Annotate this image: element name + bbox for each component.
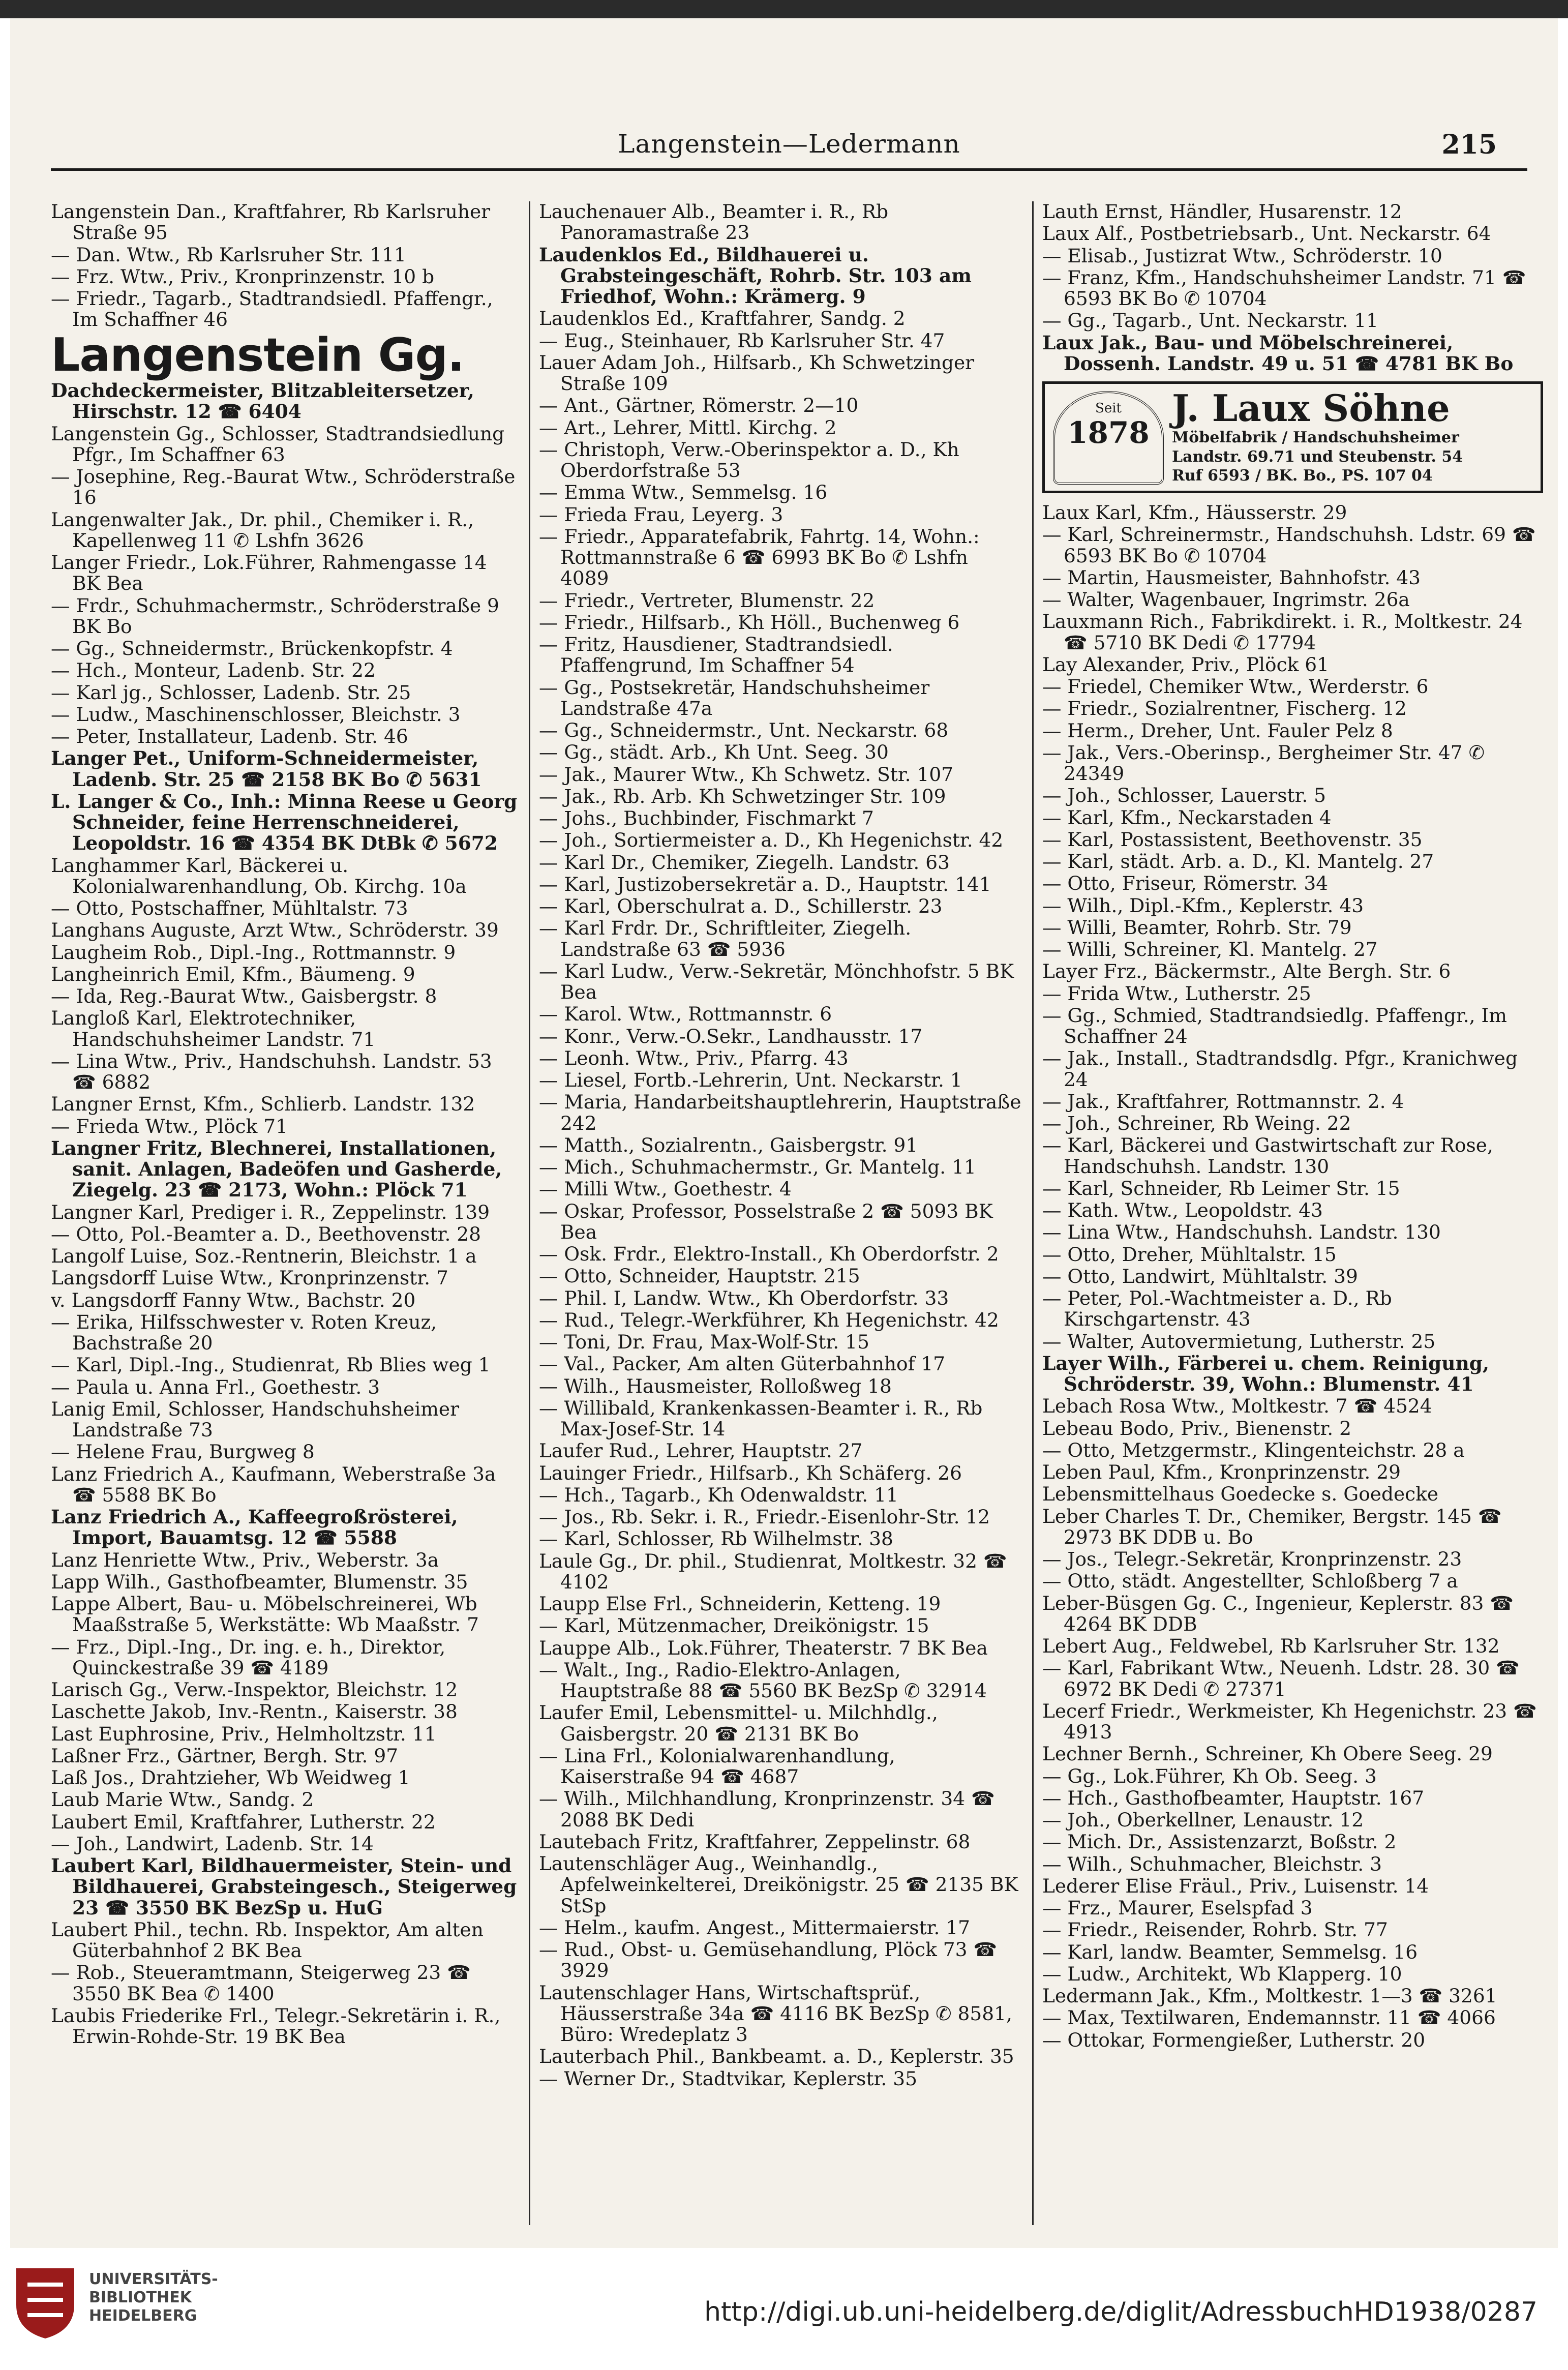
- directory-entry: — Ludw., Architekt, Wb Klapperg. 10: [1042, 1962, 1402, 1985]
- directory-entry: Langhammer Karl, Bäckerei u. Kolonialwarenhandlung, Ob. Kirchg. 10a: [51, 854, 467, 897]
- directory-entry: — Matth., Sozialrentn., Gaisbergstr. 91: [539, 1133, 918, 1156]
- directory-entry: — Erika, Hilfsschwester v. Roten Kreuz, Bachstraße 20: [51, 1310, 437, 1354]
- directory-entry: — Johs., Buchbinder, Fischmarkt 7: [539, 807, 874, 829]
- directory-entry: — Walter, Autovermietung, Lutherstr. 25: [1042, 1330, 1436, 1353]
- directory-entry: — Frieda Wtw., Plöck 71: [51, 1115, 288, 1137]
- directory-entry: Laugheim Rob., Dipl.-Ing., Rottmannstr. 9: [51, 941, 456, 964]
- directory-entry: — Emma Wtw., Semmelsg. 16: [539, 481, 828, 504]
- directory-entry: Laufer Emil, Lebensmittel- u. Milchhdlg., Gaisbergstr. 20 ☎ 2131 BK Bo: [539, 1701, 938, 1745]
- directory-entry: — Milli Wtw., Goethestr. 4: [539, 1178, 792, 1201]
- directory-entry: Langner Ernst, Kfm., Schlierb. Landstr. 132: [51, 1093, 475, 1116]
- directory-entry: — Christoph, Verw.-Oberinspektor a. D., Kh Oberdorfstraße 53: [539, 438, 959, 482]
- directory-entry: — Peter, Installateur, Ladenb. Str. 46: [51, 725, 408, 747]
- column-divider: [1032, 201, 1034, 2225]
- directory-entry: Laux Karl, Kfm., Häusserstr. 29: [1042, 501, 1347, 524]
- directory-entry: — Karl, landw. Beamter, Semmelsg. 16: [1042, 1940, 1418, 1963]
- directory-entry: Laubert Phil., techn. Rb. Inspektor, Am alten Güterbahnhof 2 BK Bea: [51, 1918, 484, 1962]
- directory-entry: — Wilh., Dipl.-Kfm., Keplerstr. 43: [1042, 894, 1364, 917]
- directory-entry: — Phil. I, Landw. Wtw., Kh Oberdorfstr. 33: [539, 1286, 949, 1309]
- directory-entry: — Konr., Verw.-O.Sekr., Landhausstr. 17: [539, 1025, 923, 1047]
- directory-entry: — Frz. Wtw., Priv., Kronprinzenstr. 10 b: [51, 265, 435, 288]
- page-number: 215: [1441, 129, 1497, 160]
- directory-entry: — Jak., Maurer Wtw., Kh Schwetz. Str. 107: [539, 763, 954, 786]
- directory-entry: — Maria, Handarbeitshauptlehrerin, Hauptstraße 242: [539, 1091, 1021, 1134]
- directory-entry: — Karl, Schneider, Rb Leimer Str. 15: [1042, 1177, 1400, 1199]
- directory-entry: Lebeau Bodo, Priv., Bienenstr. 2: [1042, 1417, 1351, 1439]
- directory-entry: Lecerf Friedr., Werkmeister, Kh Hegenichstr. 23 ☎ 4913: [1042, 1699, 1537, 1743]
- directory-entry: — Joh., Sortiermeister a. D., Kh Hegenichstr. 42: [539, 829, 1004, 852]
- directory-entry: — Leonh. Wtw., Priv., Pfarrg. 43: [539, 1046, 849, 1069]
- directory-entry: — Jak., Kraftfahrer, Rottmannstr. 2. 4: [1042, 1090, 1404, 1113]
- directory-entry: Langner Fritz, Blechnerei, Installationen, sanit. Anlagen, Badeöfen und Gasherde, Ziegelg. 23 ☎ 2173, Wohn.: Plöck 71: [51, 1136, 502, 1202]
- directory-entry: — Friedel, Chemiker Wtw., Werderstr. 6: [1042, 675, 1429, 698]
- directory-entry: — Gg., Lok.Führer, Kh Ob. Seeg. 3: [1042, 1764, 1377, 1787]
- directory-entry: Lapp Wilh., Gasthofbeamter, Blumenstr. 35: [51, 1570, 468, 1593]
- directory-entry: Lederer Elise Fräul., Priv., Luisenstr. 14: [1042, 1874, 1429, 1897]
- directory-entry: Langhans Auguste, Arzt Wtw., Schröderstr. 39: [51, 919, 499, 942]
- directory-entry: Ledermann Jak., Kfm., Moltkestr. 1—3 ☎ 3261: [1042, 1985, 1497, 2007]
- directory-entry: — Walt., Ing., Radio-Elektro-Anlagen, Hauptstraße 88 ☎ 5560 BK BezSp ✆ 32914: [539, 1658, 987, 1702]
- laux-advertisement: [1042, 381, 1543, 493]
- directory-entry: — Otto, Landwirt, Mühltalstr. 39: [1042, 1265, 1358, 1287]
- directory-entry: — Werner Dr., Stadtvikar, Keplerstr. 35: [539, 2067, 917, 2090]
- directory-entry: — Oskar, Professor, Posselstraße 2 ☎ 5093 BK Bea: [539, 1199, 993, 1243]
- directory-entry: — Otto, Schneider, Hauptstr. 215: [539, 1265, 860, 1287]
- directory-entry: Lanz Henriette Wtw., Priv., Weberstr. 3a: [51, 1548, 439, 1571]
- directory-entry: Laubert Karl, Bildhauermeister, Stein- und Bildhauerei, Grabsteingesch., Steigerweg 23 ☎ 3550 BK BezSp u. HuG: [51, 1854, 517, 1919]
- directory-entry: — Joh., Oberkellner, Lenaustr. 12: [1042, 1809, 1364, 1831]
- ad-year: 1878: [1067, 415, 1150, 450]
- directory-entry: — Max, Textilwaren, Endemannstr. 11 ☎ 4066: [1042, 2006, 1496, 2029]
- directory-entry: — Jak., Install., Stadtrandsdlg. Pfgr., Kranichweg 24: [1042, 1047, 1518, 1091]
- directory-entry: — Karl Frdr. Dr., Schriftleiter, Ziegelh. Landstraße 63 ☎ 5936: [539, 917, 912, 961]
- directory-entry: — Otto, Friseur, Römerstr. 34: [1042, 872, 1329, 895]
- directory-entry: — Karl, Schreinermstr., Handschuhsh. Ldstr. 69 ☎ 6593 BK Bo ✆ 10704: [1042, 523, 1536, 567]
- column-3: [1042, 201, 1543, 2225]
- directory-entry: Dachdeckermeister, Blitzableitersetzer, Hirschstr. 12 ☎ 6404: [51, 379, 474, 423]
- directory-entry: — Friedr., Hilfsarb., Kh Höll., Buchenweg 6: [539, 611, 960, 634]
- directory-entry: Lauchenauer Alb., Beamter i. R., Rb Panoramastraße 23: [539, 201, 889, 244]
- directory-entry: — Martin, Hausmeister, Bahnhofstr. 43: [1042, 566, 1421, 589]
- library-name-line: UNIVERSITÄTS-: [89, 2270, 218, 2288]
- directory-entry: — Otto, Pol.-Beamter a. D., Beethovenstr. 28: [51, 1222, 481, 1245]
- directory-entry: — Karl, Fabrikant Wtw., Neuenh. Ldstr. 28. 30 ☎ 6972 BK Dedi ✆ 27371: [1042, 1657, 1520, 1700]
- source-url-link[interactable]: http://digi.ub.uni-heidelberg.de/diglit/AdressbuchHD1938/0287: [704, 2297, 1537, 2327]
- directory-entry: Lauxmann Rich., Fabrikdirekt. i. R., Moltkestr. 24 ☎ 5710 BK Dedi ✆ 17794: [1042, 610, 1523, 654]
- directory-entry: — Josephine, Reg.-Baurat Wtw., Schröderstraße 16: [51, 465, 516, 509]
- directory-entry: — Karl, Justizobersekretär a. D., Hauptstr. 141: [539, 873, 991, 895]
- directory-entry: Langenwalter Jak., Dr. phil., Chemiker i. R., Kapellenweg 11 ✆ Lshfn 3626: [51, 508, 474, 552]
- directory-entry: — Otto, Dreher, Mühltalstr. 15: [1042, 1243, 1337, 1266]
- directory-entry: — Herm., Dreher, Unt. Fauler Pelz 8: [1042, 719, 1393, 742]
- directory-entry: Leber Charles T. Dr., Chemiker, Bergstr. 145 ☎ 2973 BK DDB u. Bo: [1042, 1505, 1502, 1548]
- directory-entry: Langheinrich Emil, Kfm., Bäumeng. 9: [51, 963, 415, 985]
- ad-since-label: Seit: [1095, 401, 1122, 416]
- directory-entry: — Friedr., Tagarb., Stadtrandsiedl. Pfaffengr., Im Schaffner 46: [51, 287, 493, 331]
- directory-entry: — Willibald, Krankenkassen-Beamter i. R., Rb Max-Josef-Str. 14: [539, 1396, 983, 1440]
- ad-company-name: J. Laux Söhne: [1172, 386, 1450, 430]
- directory-entry: Lanz Friedrich A., Kaffeegroßrösterei, Import, Bauamtsg. 12 ☎ 5588: [51, 1506, 458, 1549]
- directory-entry: — Walter, Wagenbauer, Ingrimstr. 26a: [1042, 588, 1410, 611]
- directory-entry: — Jos., Rb. Sekr. i. R., Friedr.-Eisenlohr-Str. 12: [539, 1506, 990, 1528]
- directory-entry: Laupp Else Frl., Schneiderin, Ketteng. 19: [539, 1593, 941, 1615]
- directory-entry: — Gg., Schmied, Stadtrandsiedlg. Pfaffengr., Im Schaffner 24: [1042, 1004, 1507, 1047]
- directory-entry: Lechner Bernh., Schreiner, Kh Obere Seeg. 29: [1042, 1743, 1493, 1765]
- directory-entry: — Gg., städt. Arb., Kh Unt. Seeg. 30: [539, 741, 889, 764]
- directory-entry: — Gg., Postsekretär, Handschuhsheimer Landstraße 47a: [539, 676, 930, 719]
- directory-entry: — Jak., Vers.-Oberinsp., Bergheimer Str. 47 ✆ 24349: [1042, 741, 1485, 785]
- directory-entry: — Gg., Schneidermstr., Unt. Neckarstr. 68: [539, 719, 949, 741]
- directory-entry: — Ida, Reg.-Baurat Wtw., Gaisbergstr. 8: [51, 985, 437, 1007]
- directory-entry: — Wilh., Milchhandlung, Kronprinzenstr. 34 ☎ 2088 BK Dedi: [539, 1787, 995, 1831]
- scanned-page: [10, 18, 1558, 2248]
- directory-entry: Laubert Emil, Kraftfahrer, Lutherstr. 22: [51, 1810, 436, 1833]
- directory-entry: Langolf Luise, Soz.-Rentnerin, Bleichstr. 1 a: [51, 1245, 477, 1267]
- directory-entry: L. Langer & Co., Inh.: Minna Reese u Georg Schneider, feine Herrenschneiderei, Leopoldstr. 16 ☎ 4354 BK DtBk ✆ 5672: [51, 790, 518, 855]
- directory-entry: Langer Pet., Uniform-Schneidermeister, Ladenb. Str. 25 ☎ 2158 BK Bo ✆ 5631: [51, 747, 482, 791]
- directory-entry: — Ottokar, Formengießer, Lutherstr. 20: [1042, 2028, 1426, 2051]
- directory-entry: — Karl, Schlosser, Rb Wilhelmstr. 38: [539, 1527, 893, 1550]
- directory-entry: Lauer Adam Joh., Hilfsarb., Kh Schwetzinger Straße 109: [539, 351, 975, 395]
- directory-entry: — Paula u. Anna Frl., Goethestr. 3: [51, 1375, 380, 1398]
- directory-entry: Laß Jos., Drahtzieher, Wb Weidweg 1: [51, 1766, 410, 1789]
- directory-entry: v. Langsdorff Fanny Wtw., Bachstr. 20: [51, 1288, 416, 1311]
- directory-entry: Larisch Gg., Verw.-Inspektor, Bleichstr. 12: [51, 1678, 458, 1701]
- directory-entry: — Frz., Dipl.-Ing., Dr. ing. e. h., Direktor, Quinckestraße 39 ☎ 4189: [51, 1635, 446, 1679]
- ad-line-2: Landstr. 69.71 und Steubenstr. 54: [1172, 447, 1463, 466]
- directory-entry: Leber-Büsgen Gg. C., Ingenieur, Keplerstr. 83 ☎ 4264 BK DDB: [1042, 1592, 1514, 1635]
- directory-entry: — Frz., Maurer, Eselspfad 3: [1042, 1897, 1313, 1919]
- directory-entry: — Eug., Steinhauer, Rb Karlsruher Str. 47: [539, 329, 945, 352]
- directory-entry: — Frdr., Schuhmachermstr., Schröderstraße 9 BK Bo: [51, 594, 499, 638]
- directory-entry: Langenstein Gg.: [51, 328, 465, 382]
- directory-entry: — Rob., Steueramtmann, Steigerweg 23 ☎ 3550 BK Bea ✆ 1400: [51, 1961, 471, 2005]
- directory-entry: Langenstein Dan., Kraftfahrer, Rb Karlsruher Straße 95: [51, 201, 491, 244]
- directory-entry: Layer Wilh., Färberei u. chem. Reinigung, Schröderstr. 39, Wohn.: Blumenstr. 41: [1042, 1352, 1490, 1395]
- directory-entry: Lautebach Fritz, Kraftfahrer, Zeppelinstr. 68: [539, 1830, 971, 1853]
- library-name-line: HEIDELBERG: [89, 2307, 197, 2325]
- directory-entry: — Gg., Tagarb., Unt. Neckarstr. 11: [1042, 309, 1379, 332]
- directory-entry: — Gg., Schneidermstr., Brückenkopfstr. 4: [51, 637, 453, 659]
- directory-entry: — Lina Frl., Kolonialwarenhandlung, Kaiserstraße 94 ☎ 4687: [539, 1744, 895, 1788]
- directory-entry: Lautenschlager Hans, Wirtschaftsprüf., Häusserstraße 34a ☎ 4116 BK BezSp ✆ 8581, Büro: Wredeplatz 3: [539, 1981, 1012, 2046]
- directory-entry: Lanig Emil, Schlosser, Handschuhsheimer Landstraße 73: [51, 1397, 460, 1441]
- directory-entry: — Ant., Gärtner, Römerstr. 2—10: [539, 394, 859, 417]
- directory-entry: — Helm., kaufm. Angest., Mittermaierstr. 17: [539, 1916, 970, 1939]
- directory-entry: Laufer Rud., Lehrer, Hauptstr. 27: [539, 1439, 863, 1462]
- directory-entry: — Karl jg., Schlosser, Ladenb. Str. 25: [51, 681, 411, 704]
- directory-entry: Last Euphrosine, Priv., Helmholtzstr. 11: [51, 1722, 437, 1745]
- column-2: [539, 201, 1022, 2225]
- directory-entry: — Ludw., Maschinenschlosser, Bleichstr. 3: [51, 703, 461, 726]
- directory-columns: [51, 201, 1537, 2225]
- directory-entry: Lebach Rosa Wtw., Moltkestr. 7 ☎ 4524: [1042, 1395, 1432, 1418]
- directory-entry: — Friedr., Apparatefabrik, Fahrtg. 14, Wohn.: Rottmannstraße 6 ☎ 6993 BK Bo ✆ Lshfn 4089: [539, 525, 980, 590]
- directory-entry: — Frida Wtw., Lutherstr. 25: [1042, 982, 1311, 1005]
- directory-entry: — Lina Wtw., Priv., Handschuhsh. Landstr. 53 ☎ 6882: [51, 1049, 492, 1093]
- directory-entry: Lebert Aug., Feldwebel, Rb Karlsruher Str. 132: [1042, 1635, 1500, 1657]
- directory-entry: — Toni, Dr. Frau, Max-Wolf-Str. 15: [539, 1331, 869, 1353]
- directory-entry: — Val., Packer, Am alten Güterbahnhof 17: [539, 1353, 946, 1375]
- directory-entry: Lauth Ernst, Händler, Husarenstr. 12: [1042, 201, 1402, 223]
- directory-entry: — Dan. Wtw., Rb Karlsruher Str. 111: [51, 243, 406, 266]
- directory-entry: — Wilh., Schuhmacher, Bleichstr. 3: [1042, 1852, 1382, 1875]
- directory-entry: — Osk. Frdr., Elektro-Install., Kh Oberdorfstr. 2: [539, 1243, 999, 1265]
- directory-entry: — Lina Wtw., Handschuhsh. Landstr. 130: [1042, 1221, 1441, 1244]
- directory-entry: Laux Jak., Bau- und Möbelschreinerei, Dossenh. Landstr. 49 u. 51 ☎ 4781 BK Bo: [1042, 331, 1514, 375]
- directory-entry: — Otto, Metzgermstr., Klingenteichstr. 28 a: [1042, 1438, 1465, 1461]
- directory-entry: Laub Marie Wtw., Sandg. 2: [51, 1788, 314, 1811]
- directory-entry: — Rud., Obst- u. Gemüsehandlung, Plöck 73 ☎ 3929: [539, 1938, 998, 1982]
- ad-body: [1172, 388, 1535, 486]
- library-name: [89, 2270, 218, 2325]
- directory-entry: — Karl, Oberschulrat a. D., Schillerstr. 23: [539, 895, 943, 917]
- directory-entry: — Hch., Gasthofbeamter, Hauptstr. 167: [1042, 1786, 1425, 1809]
- directory-entry: Lauppe Alb., Lok.Führer, Theaterstr. 7 BK Bea: [539, 1636, 988, 1659]
- university-seal-icon: [12, 2264, 78, 2341]
- viewer-footer: [0, 2248, 1568, 2370]
- directory-entry: Laßner Frz., Gärtner, Bergh. Str. 97: [51, 1744, 399, 1767]
- directory-entry: — Franz, Kfm., Handschuhsheimer Landstr. 71 ☎ 6593 BK Bo ✆ 10704: [1042, 266, 1526, 310]
- directory-entry: Langenstein Gg., Schlosser, Stadtrandsiedlung Pfgr., Im Schaffner 63: [51, 422, 505, 466]
- directory-entry: Langloß Karl, Elektrotechniker, Handschuhsheimer Landstr. 71: [51, 1007, 376, 1051]
- directory-entry: Langner Karl, Prediger i. R., Zeppelinstr. 139: [51, 1201, 490, 1223]
- directory-entry: Laudenklos Ed., Bildhauerei u. Grabsteingeschäft, Rohrb. Str. 103 am Friedhof, Wohn.: Krämerg. 9: [539, 243, 972, 308]
- directory-entry: — Otto, städt. Angestellter, Schloßberg 7 a: [1042, 1570, 1458, 1593]
- directory-entry: — Joh., Schlosser, Lauerstr. 5: [1042, 784, 1326, 807]
- directory-entry: — Kath. Wtw., Leopoldstr. 43: [1042, 1199, 1323, 1221]
- directory-entry: — Willi, Schreiner, Kl. Mantelg. 27: [1042, 938, 1378, 961]
- directory-entry: Laule Gg., Dr. phil., Studienrat, Moltkestr. 32 ☎ 4102: [539, 1549, 1007, 1593]
- directory-entry: — Frieda Frau, Leyerg. 3: [539, 503, 783, 526]
- directory-entry: — Otto, Postschaffner, Mühltalstr. 73: [51, 897, 408, 919]
- directory-entry: — Karol. Wtw., Rottmannstr. 6: [539, 1003, 832, 1026]
- directory-entry: Lautenschläger Aug., Weinhandlg., Apfelweinkelterei, Dreikönigstr. 25 ☎ 2135 BK StSp: [539, 1852, 1018, 1917]
- directory-entry: — Friedr., Sozialrentner, Fischerg. 12: [1042, 697, 1407, 720]
- directory-entry: Laux Alf., Postbetriebsarb., Unt. Neckarstr. 64: [1042, 222, 1491, 245]
- library-name-line: BIBLIOTHEK: [89, 2289, 192, 2306]
- directory-entry: — Karl, Postassistent, Beethovenstr. 35: [1042, 828, 1423, 851]
- directory-entry: — Jak., Rb. Arb. Kh Schwetzinger Str. 109: [539, 785, 946, 807]
- directory-entry: Laudenklos Ed., Kraftfahrer, Sandg. 2: [539, 307, 906, 330]
- directory-entry: Layer Frz., Bäckermstr., Alte Bergh. Str. 6: [1042, 960, 1451, 983]
- column-1: [51, 201, 519, 2225]
- directory-entry: Lebensmittelhaus Goedecke s. Goedecke: [1042, 1483, 1439, 1506]
- directory-entry: — Friedr., Vertreter, Blumenstr. 22: [539, 589, 875, 612]
- directory-entry: — Karl, städt. Arb. a. D., Kl. Mantelg. 27: [1042, 850, 1434, 873]
- directory-entry: — Willi, Beamter, Rohrb. Str. 79: [1042, 916, 1352, 939]
- directory-entry: Leben Paul, Kfm., Kronprinzenstr. 29: [1042, 1461, 1401, 1483]
- directory-entry: — Karl Ludw., Verw.-Sekretär, Mönchhofstr. 5 BK Bea: [539, 959, 1014, 1003]
- directory-entry: — Art., Lehrer, Mittl. Kirchg. 2: [539, 416, 837, 439]
- directory-entry: — Friedr., Reisender, Rohrb. Str. 77: [1042, 1918, 1388, 1941]
- ad-line-3: Ruf 6593 / BK. Bo., PS. 107 04: [1172, 467, 1433, 485]
- directory-entry: — Jos., Telegr.-Sekretär, Kronprinzenstr. 23: [1042, 1548, 1462, 1570]
- directory-entry: Lauinger Friedr., Hilfsarb., Kh Schäferg. 26: [539, 1461, 962, 1484]
- directory-entry: — Elisab., Justizrat Wtw., Schröderstr. 10: [1042, 244, 1442, 267]
- directory-entry: — Karl, Dipl.-Ing., Studienrat, Rb Blies weg 1: [51, 1354, 491, 1376]
- directory-entry: — Fritz, Hausdiener, Stadtrandsiedl. Pfaffengrund, Im Schaffner 54: [539, 633, 893, 677]
- directory-entry: — Karl, Mützenmacher, Dreikönigstr. 15: [539, 1614, 929, 1637]
- directory-entry: — Liesel, Fortb.-Lehrerin, Unt. Neckarstr. 1: [539, 1069, 962, 1091]
- page-header: [51, 125, 1527, 171]
- directory-entry: — Hch., Monteur, Ladenb. Str. 22: [51, 659, 376, 682]
- directory-entry: Laubis Friederike Frl., Telegr.-Sekretärin i. R., Erwin-Rohde-Str. 19 BK Bea: [51, 2004, 501, 2048]
- column-divider: [529, 201, 530, 2225]
- directory-entry: Lappe Albert, Bau- u. Möbelschreinerei, Wb Maaßstraße 5, Werkstätte: Wb Maaßstr. 7: [51, 1593, 479, 1636]
- directory-entry: — Helene Frau, Burgweg 8: [51, 1441, 315, 1463]
- directory-entry: — Rud., Telegr.-Werkführer, Kh Hegenichstr. 42: [539, 1308, 999, 1331]
- directory-entry: — Mich. Dr., Assistenzarzt, Boßstr. 2: [1042, 1831, 1397, 1853]
- viewer-top-bar: [0, 0, 1568, 18]
- directory-entry: — Karl Dr., Chemiker, Ziegelh. Landstr. 63: [539, 851, 950, 874]
- directory-entry: — Mich., Schuhmachermstr., Gr. Mantelg. 11: [539, 1156, 976, 1178]
- directory-entry: — Joh., Schreiner, Rb Weing. 22: [1042, 1112, 1351, 1134]
- header-rule: [51, 168, 1527, 171]
- directory-entry: Langer Friedr., Lok.Führer, Rahmengasse 14 BK Bea: [51, 551, 487, 595]
- ad-emblem: [1053, 391, 1164, 485]
- directory-entry: Lay Alexander, Priv., Plöck 61: [1042, 653, 1329, 676]
- directory-entry: — Karl, Kfm., Neckarstaden 4: [1042, 806, 1332, 829]
- directory-entry: Laschette Jakob, Inv.-Rentn., Kaiserstr. 38: [51, 1700, 458, 1723]
- directory-entry: — Wilh., Hausmeister, Rolloßweg 18: [539, 1374, 892, 1397]
- directory-entry: — Hch., Tagarb., Kh Odenwaldstr. 11: [539, 1483, 898, 1506]
- directory-entry: Langsdorff Luise Wtw., Kronprinzenstr. 7: [51, 1267, 448, 1289]
- ad-line-1: Möbelfabrik / Handschuhsheimer: [1172, 429, 1459, 447]
- directory-entry: — Joh., Landwirt, Ladenb. Str. 14: [51, 1832, 374, 1855]
- directory-entry: — Karl, Bäckerei und Gastwirtschaft zur Rose, Handschuhsh. Landstr. 130: [1042, 1134, 1493, 1178]
- directory-entry: Lanz Friedrich A., Kaufmann, Weberstraße 3a ☎ 5588 BK Bo: [51, 1462, 496, 1506]
- directory-entry: — Peter, Pol.-Wachtmeister a. D., Rb Kirschgartenstr. 43: [1042, 1287, 1392, 1331]
- directory-entry: Lauterbach Phil., Bankbeamt. a. D., Keplerstr. 35: [539, 2045, 1014, 2068]
- running-head: Langenstein—Ledermann: [618, 129, 960, 159]
